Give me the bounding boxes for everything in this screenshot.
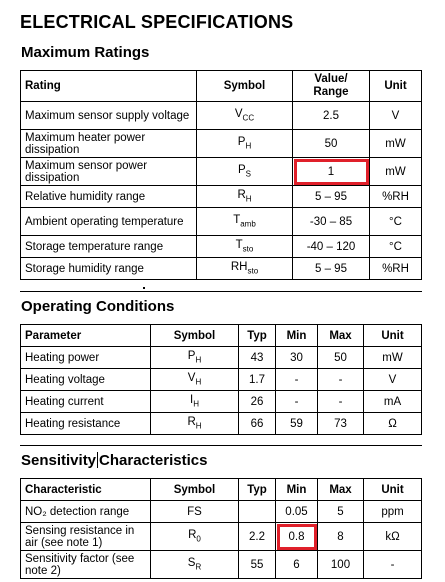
min-cell: 59: [276, 413, 318, 435]
col-header: Parameter: [21, 325, 151, 347]
symbol-cell: [151, 551, 239, 579]
table-row: [21, 236, 422, 258]
table-row: [21, 130, 422, 158]
min-cell: -: [276, 369, 318, 391]
col-header: Min: [276, 479, 318, 501]
symbol-cell: [151, 413, 239, 435]
text-cursor: [97, 452, 98, 468]
symbol: P: [237, 164, 246, 177]
rating-name: Maximum sensor power dissipation: [21, 158, 197, 186]
unit-cell: kΩ: [364, 523, 422, 551]
max-cell: 73: [318, 413, 364, 435]
characteristic-name: Sensing resistance in air (see note 1): [21, 523, 151, 551]
symbol-cell: [151, 391, 239, 413]
page-title: ELECTRICAL SPECIFICATIONS: [20, 12, 294, 32]
operating-table: [20, 324, 422, 435]
col-header: Min: [276, 325, 318, 347]
col-header: Rating: [21, 71, 197, 102]
value-cell: 50: [293, 130, 370, 158]
min-cell: 0.05: [276, 501, 318, 523]
symbol-cell: [151, 369, 239, 391]
value-cell: 5 – 95: [293, 186, 370, 208]
symbol: R: [187, 416, 196, 429]
rating-name: Maximum sensor supply voltage: [21, 102, 197, 130]
parameter-name: Heating voltage: [21, 369, 151, 391]
symbol: S: [187, 557, 196, 570]
parameter-name: Heating resistance: [21, 413, 151, 435]
min-cell: -: [276, 391, 318, 413]
sensitivity-heading-a: Sensitivity: [21, 452, 97, 469]
value-cell: 1: [293, 158, 370, 186]
divider: [20, 445, 422, 446]
parameter-name: Heating power: [21, 347, 151, 369]
max-cell: 8: [318, 523, 364, 551]
symbol: FS: [187, 505, 202, 518]
col-header: Value/ Range: [293, 71, 370, 102]
symbol-subscript: R: [195, 562, 202, 572]
symbol: RH: [230, 261, 248, 274]
stray-mark: [143, 287, 145, 289]
max-cell: 50: [318, 347, 364, 369]
unit-cell: %RH: [370, 186, 422, 208]
table-row: [21, 523, 422, 551]
min-cell: 30: [276, 347, 318, 369]
table-row: [21, 501, 422, 523]
table-row: [21, 347, 422, 369]
symbol-subscript: S: [245, 169, 251, 179]
table-row: [21, 158, 422, 186]
symbol-cell: [197, 102, 293, 130]
symbol-subscript: H: [195, 355, 202, 365]
divider: [20, 291, 422, 292]
unit-cell: ppm: [364, 501, 422, 523]
symbol-subscript: sto: [242, 244, 254, 254]
table-row: [21, 102, 422, 130]
symbol: R: [188, 529, 197, 542]
characteristic-name: Sensitivity factor (see note 2): [21, 551, 151, 579]
max-cell: 100: [318, 551, 364, 579]
col-header: Unit: [370, 71, 422, 102]
typ-cell: 66: [239, 413, 276, 435]
symbol: P: [187, 350, 196, 363]
rating-name: Storage humidity range: [21, 258, 197, 280]
parameter-name: Heating current: [21, 391, 151, 413]
symbol-cell: [197, 258, 293, 280]
col-header: Max: [318, 479, 364, 501]
min-cell: 0.8: [276, 523, 318, 551]
rating-name: Ambient operating temperature: [21, 208, 197, 236]
col-header: Typ: [239, 479, 276, 501]
col-header: Unit: [364, 325, 422, 347]
table-row: [21, 369, 422, 391]
value-cell: 2.5: [293, 102, 370, 130]
unit-cell: %RH: [370, 258, 422, 280]
unit-cell: mW: [370, 158, 422, 186]
max-ratings-heading: Maximum Ratings: [21, 44, 150, 61]
characteristic-name: NO₂ detection range: [21, 501, 151, 523]
table-row: [21, 186, 422, 208]
table-row: [21, 391, 422, 413]
symbol: T: [235, 239, 243, 252]
value-cell: -30 – 85: [293, 208, 370, 236]
unit-cell: mW: [370, 130, 422, 158]
table-row: [21, 258, 422, 280]
symbol-cell: [197, 158, 293, 186]
symbol-subscript: CC: [242, 113, 255, 123]
unit-cell: V: [364, 369, 422, 391]
col-header: Characteristic: [21, 479, 151, 501]
unit-cell: V: [370, 102, 422, 130]
min-cell: 6: [276, 551, 318, 579]
symbol-cell: [151, 501, 239, 523]
max-cell: -: [318, 369, 364, 391]
unit-cell: Ω: [364, 413, 422, 435]
max-ratings-table: [20, 70, 422, 280]
symbol-cell: [197, 130, 293, 158]
value-cell: 5 – 95: [293, 258, 370, 280]
table-row: [21, 208, 422, 236]
symbol: V: [234, 108, 243, 121]
symbol: V: [187, 372, 196, 385]
col-header: Symbol: [197, 71, 293, 102]
symbol-subscript: sto: [247, 266, 259, 276]
col-header: Unit: [364, 479, 422, 501]
typ-cell: 43: [239, 347, 276, 369]
operating-heading: Operating Conditions: [21, 298, 175, 315]
symbol-subscript: H: [245, 194, 252, 204]
unit-cell: °C: [370, 208, 422, 236]
typ-cell: 1.7: [239, 369, 276, 391]
rating-name: Storage temperature range: [21, 236, 197, 258]
symbol: R: [237, 189, 246, 202]
max-cell: 5: [318, 501, 364, 523]
col-header: Max: [318, 325, 364, 347]
col-header: Symbol: [151, 325, 239, 347]
unit-cell: mW: [364, 347, 422, 369]
typ-cell: 26: [239, 391, 276, 413]
symbol-subscript: amb: [240, 219, 256, 229]
sensitivity-table: [20, 478, 422, 579]
symbol-subscript: H: [245, 141, 252, 151]
max-cell: -: [318, 391, 364, 413]
col-header: Typ: [239, 325, 276, 347]
symbol: T: [233, 214, 241, 227]
symbol-cell: [197, 236, 293, 258]
rating-name: Maximum heater power dissipation: [21, 130, 197, 158]
symbol-subscript: H: [195, 421, 202, 431]
symbol-cell: [151, 347, 239, 369]
symbol-cell: [197, 208, 293, 236]
unit-cell: -: [364, 551, 422, 579]
table-row: [21, 551, 422, 579]
symbol-cell: [151, 523, 239, 551]
symbol: I: [190, 394, 194, 407]
unit-cell: mA: [364, 391, 422, 413]
sensitivity-heading-b: Characteristics: [99, 452, 208, 469]
symbol-cell: [197, 186, 293, 208]
typ-cell: [239, 501, 276, 523]
symbol-subscript: 0: [196, 534, 201, 544]
unit-cell: °C: [370, 236, 422, 258]
typ-cell: 55: [239, 551, 276, 579]
table-row: [21, 413, 422, 435]
symbol-subscript: H: [193, 399, 199, 409]
col-header: Symbol: [151, 479, 239, 501]
typ-cell: 2.2: [239, 523, 276, 551]
rating-name: Relative humidity range: [21, 186, 197, 208]
sensitivity-heading: [21, 452, 207, 469]
value-cell: -40 – 120: [293, 236, 370, 258]
symbol-subscript: H: [195, 377, 202, 387]
symbol: P: [237, 136, 246, 149]
